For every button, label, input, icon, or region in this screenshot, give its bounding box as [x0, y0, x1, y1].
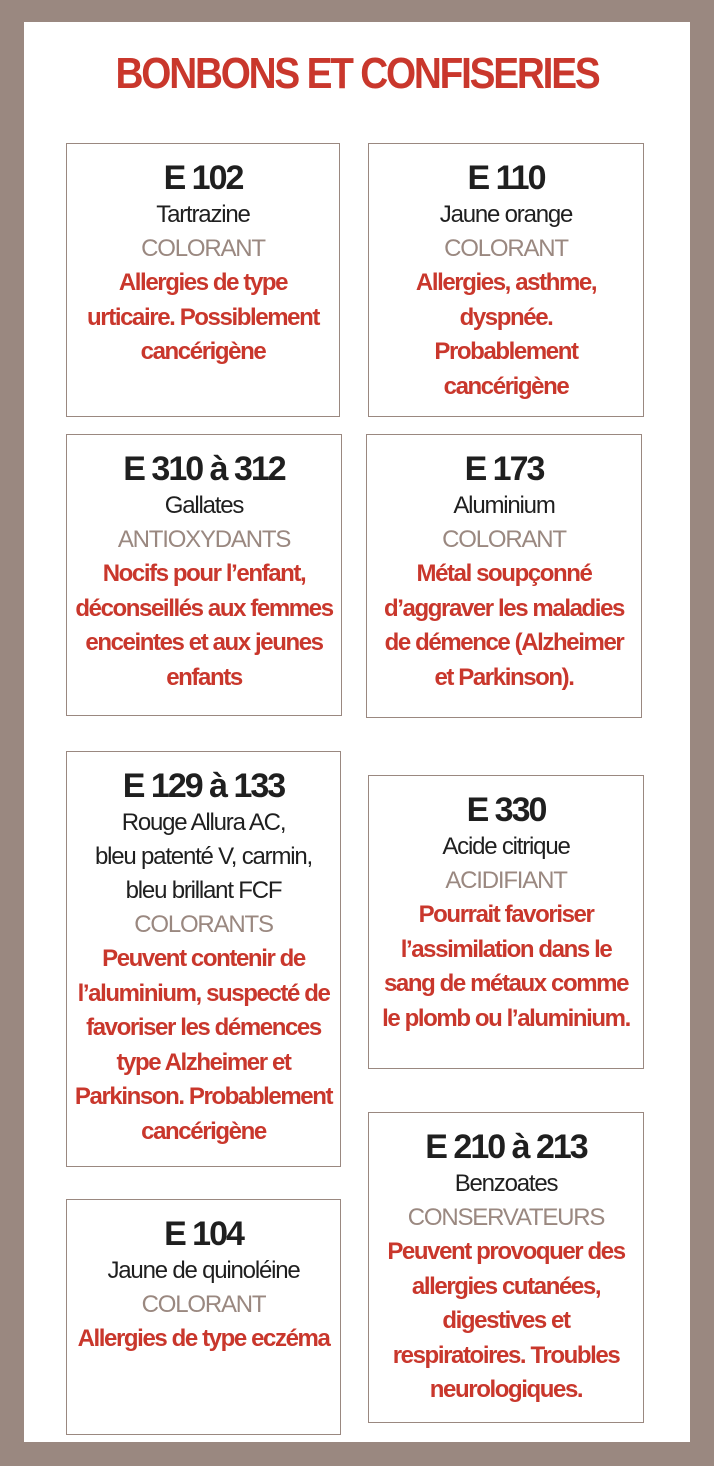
health-risk-line: Parkinson. Probablement: [74, 1083, 333, 1110]
page-title: BONBONS ET CONFISERIES: [115, 49, 599, 98]
health-risk-line: sang de métaux comme: [383, 970, 629, 997]
card-content: [369, 776, 643, 1036]
health-risk-line: enfants: [166, 663, 242, 691]
health-risk-line: d’aggraver les maladies: [384, 594, 624, 622]
additive-card-e210-213: [368, 1112, 644, 1423]
health-risk-line: et Parkinson).: [434, 663, 574, 691]
additive-name: Benzoates: [454, 1170, 558, 1197]
additive-name: Aluminium: [453, 492, 555, 519]
additive-category: COLORANT: [444, 235, 568, 262]
health-risk-line: l’assimilation dans le: [400, 935, 612, 963]
additive-category: COLORANT: [141, 235, 265, 262]
additive-name: bleu patenté V, carmin,: [94, 843, 312, 870]
additive-category: COLORANT: [141, 1291, 266, 1318]
card-content: [369, 144, 643, 404]
additive-code: E 129 à 133: [122, 767, 285, 805]
card-content: [67, 435, 341, 695]
additive-name: Acide citrique: [442, 833, 570, 860]
health-risk-line: type Alzheimer et: [116, 1048, 291, 1076]
health-risk-line: Peuvent provoquer des: [387, 1238, 625, 1265]
health-risk-line: cancérigène: [140, 338, 266, 365]
additive-category: CONSERVATEURS: [407, 1204, 605, 1231]
additive-category: ANTIOXYDANTS: [117, 526, 291, 553]
health-risk-line: Allergies de type eczéma: [77, 1325, 330, 1352]
health-risk-line: digestives et: [442, 1307, 570, 1334]
additive-card-e330: [368, 775, 644, 1069]
health-risk-line: dyspnée.: [459, 303, 553, 331]
additive-card-e104: [66, 1199, 341, 1435]
health-risk-line: Probablement: [434, 338, 578, 365]
additive-card-e310-312: [66, 434, 342, 716]
additive-code: E 173: [464, 450, 544, 488]
additive-name: Jaune de quinoléine: [107, 1257, 300, 1284]
health-risk-line: Pourrait favoriser: [418, 901, 594, 928]
additive-name: Rouge Allura AC,: [121, 809, 286, 836]
health-risk-line: déconseillés aux femmes: [75, 594, 333, 622]
health-risk-line: Peuvent contenir de: [102, 945, 305, 972]
additive-category: ACIDIFIANT: [445, 867, 567, 894]
additive-name: bleu brillant FCF: [125, 877, 282, 904]
additive-code: E 110: [467, 159, 545, 197]
additive-code: E 330: [466, 791, 546, 829]
health-risk-line: urticaire. Possiblement: [87, 303, 319, 331]
health-risk-line: Nocifs pour l’enfant,: [102, 560, 306, 587]
health-risk-line: enceintes et aux jeunes: [85, 629, 323, 656]
additive-name: Gallates: [164, 492, 244, 519]
card-content: [67, 752, 340, 1149]
health-risk-line: Métal soupçonné: [416, 560, 592, 587]
health-risk-line: neurologiques.: [429, 1376, 583, 1403]
additive-code: E 102: [163, 159, 243, 197]
additive-name: Tartrazine: [156, 201, 250, 228]
health-risk-line: respiratoires. Troubles: [392, 1341, 620, 1369]
additive-card-e102: [66, 143, 340, 417]
additive-name: Jaune orange: [439, 201, 573, 228]
additive-card-e173: [366, 434, 642, 718]
additive-code: E 104: [164, 1215, 243, 1253]
card-content: [367, 435, 641, 695]
card-content: [67, 144, 339, 370]
health-risk-line: l’aluminium, suspecté de: [77, 979, 330, 1007]
additive-category: COLORANTS: [134, 911, 273, 938]
additive-card-e110: [368, 143, 644, 417]
additive-card-e129-133: [66, 751, 341, 1167]
additive-code: E 310 à 312: [123, 450, 285, 488]
health-risk-line: allergies cutanées,: [411, 1272, 601, 1300]
card-content: [369, 1113, 643, 1408]
additive-code: E 210 à 213: [425, 1128, 587, 1166]
health-risk-line: cancérigène: [443, 372, 569, 400]
health-risk-line: Allergies, asthme,: [415, 269, 597, 296]
health-risk-line: cancérigène: [141, 1117, 266, 1145]
card-content: [67, 1200, 340, 1357]
health-risk-line: favoriser les démences: [86, 1014, 321, 1041]
additive-category: COLORANT: [442, 526, 566, 553]
health-risk-line: Allergies de type: [118, 269, 288, 296]
health-risk-line: le plomb ou l’aluminium.: [382, 1004, 630, 1032]
health-risk-line: de démence (Alzheimer: [384, 629, 624, 656]
